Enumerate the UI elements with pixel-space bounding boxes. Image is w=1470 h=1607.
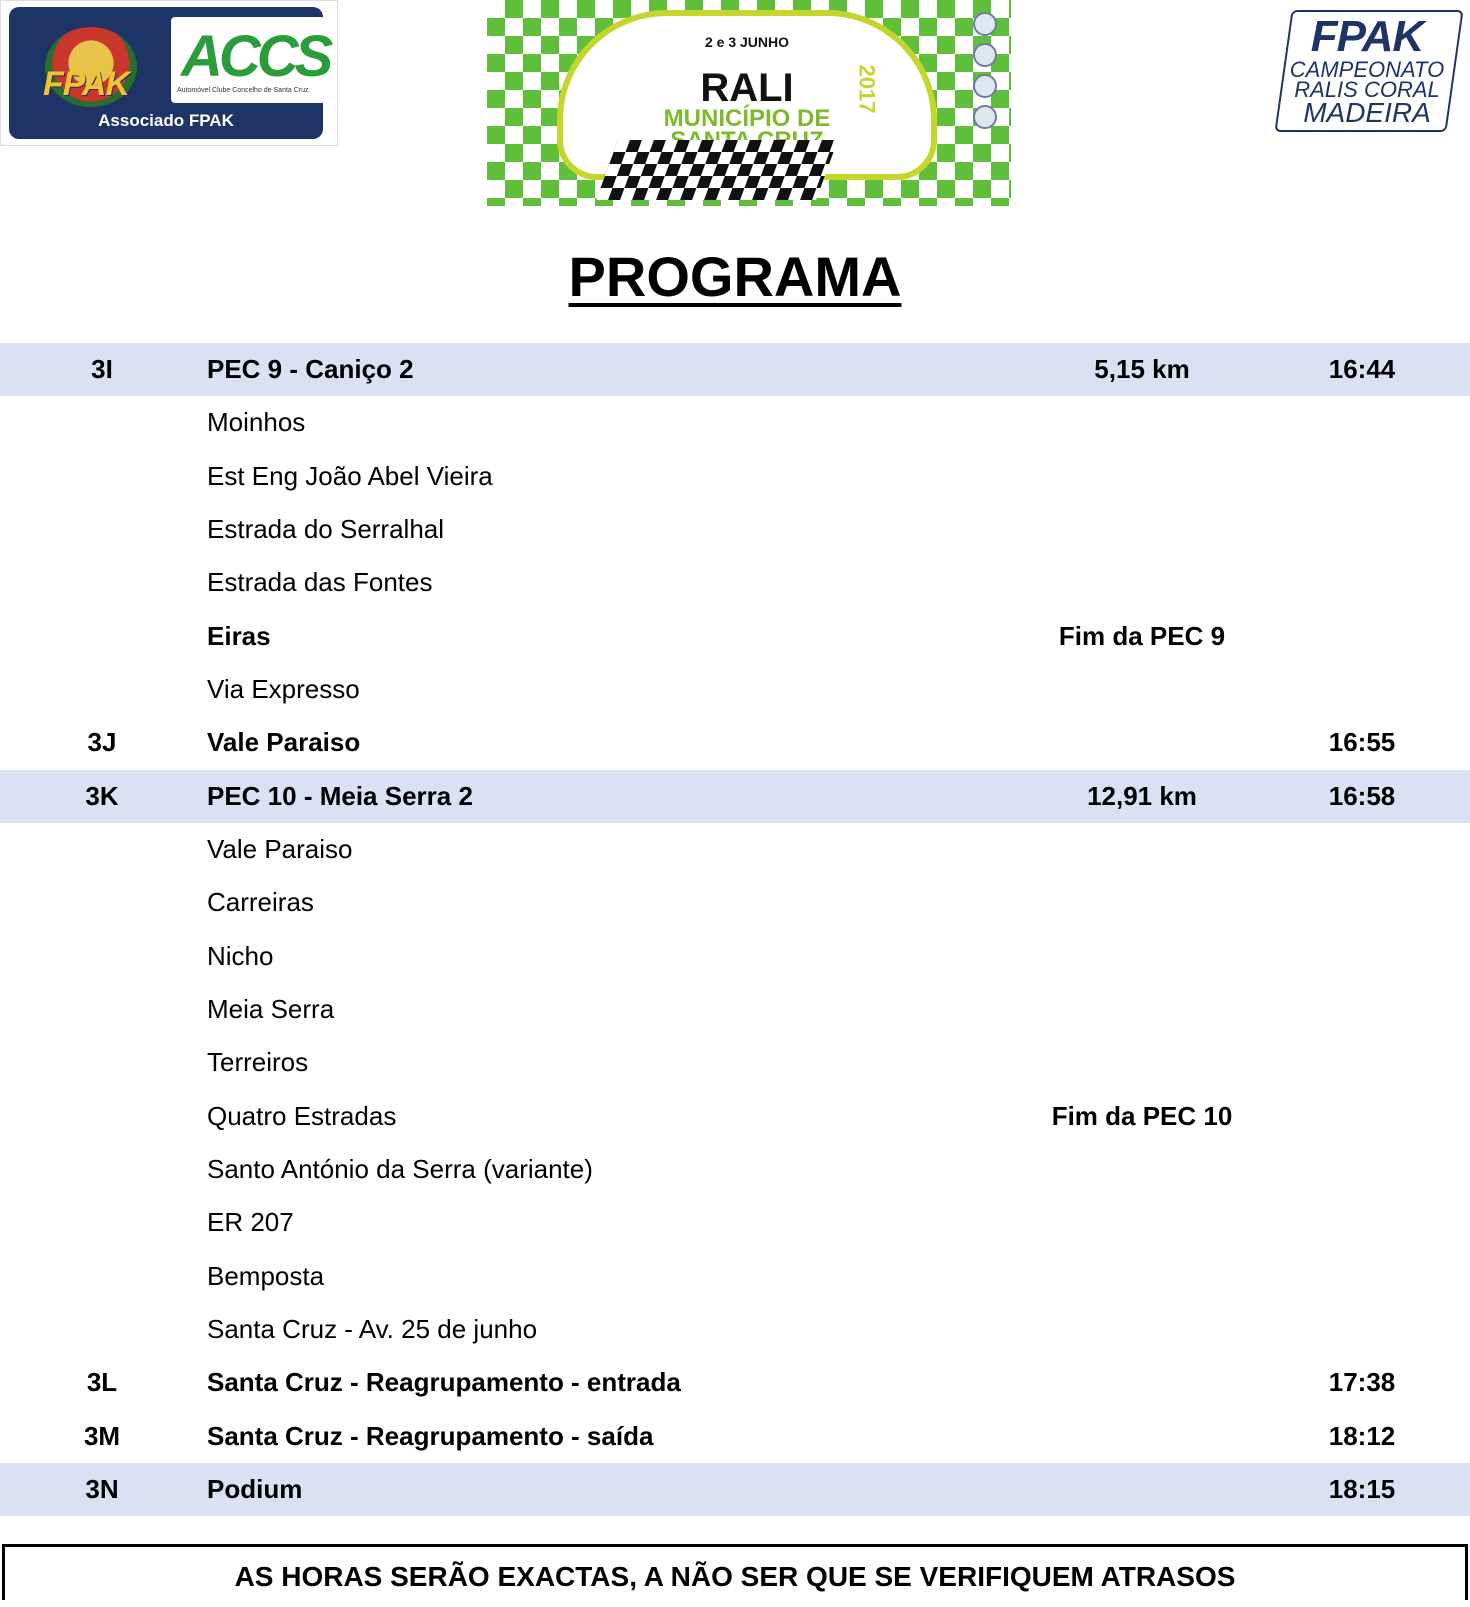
event-year: 2017 [854, 64, 880, 114]
row-distance: Fim da PEC 10 [1051, 1100, 1233, 1131]
seal-icon [973, 12, 997, 36]
row-code: 3J [87, 727, 117, 758]
row-distance: 5,15 km [1094, 354, 1190, 384]
row-description: Santa Cruz - Reagrupamento - saída [207, 1420, 654, 1451]
row-description: Santa Cruz - Reagrupamento - entrada [207, 1367, 681, 1398]
row-time: 16:44 [1328, 354, 1396, 384]
campeonato-line3: MADEIRA [1303, 97, 1431, 128]
seal-icon [973, 74, 997, 98]
seal-icon [973, 43, 997, 67]
row-description: Carreiras [207, 887, 314, 918]
checkered-flag-icon [596, 140, 838, 200]
row-description: Bemposta [207, 1260, 325, 1291]
rali-event-logo [487, 0, 1011, 206]
table-row [0, 1036, 1470, 1089]
fpak-campeonato-logo [1275, 10, 1459, 130]
table-row [0, 876, 1470, 929]
table-row [0, 823, 1470, 876]
event-dates: 2 e 3 JUNHO [704, 34, 790, 50]
row-description: Santa Cruz - Av. 25 de junho [207, 1313, 538, 1344]
campeonato-line1: CAMPEONATO [1289, 57, 1445, 82]
row-description: Santo António da Serra (variante) [207, 1153, 593, 1184]
table-row [0, 556, 1470, 609]
row-distance: Fim da PEC 9 [1058, 620, 1226, 651]
fpak-logo-text: FPAK [43, 65, 130, 103]
table-row [0, 1143, 1470, 1196]
associado-label: Associado FPAK [98, 111, 234, 130]
event-municipio-line1: MUNICÍPIO DE [663, 105, 831, 132]
table-row [0, 396, 1470, 449]
row-code: 3L [86, 1367, 118, 1398]
table-row [0, 1196, 1470, 1249]
row-description: Est Eng João Abel Vieira [207, 460, 493, 491]
table-row [0, 1463, 1470, 1516]
row-time: 17:38 [1328, 1367, 1396, 1398]
table-row [0, 503, 1470, 556]
table-row [0, 770, 1470, 823]
row-description: ER 207 [207, 1207, 294, 1238]
row-description: Vale Paraiso [207, 833, 353, 864]
seal-icon [973, 105, 997, 129]
acc-logo-subtext: Automóvel Clube Concelho de Santa Cruz [177, 87, 309, 94]
row-description: Meia Serra [207, 993, 335, 1024]
row-description: Quatro Estradas [207, 1100, 397, 1131]
row-description: Eiras [207, 620, 271, 651]
row-description: PEC 9 - Caniço 2 [207, 354, 414, 384]
row-description: Terreiros [207, 1047, 309, 1078]
row-code: 3M [83, 1420, 121, 1451]
table-row [0, 1250, 1470, 1303]
row-code: 3N [85, 1473, 119, 1504]
table-row [0, 1090, 1470, 1143]
row-code: 3K [85, 780, 119, 811]
row-time: 16:55 [1328, 727, 1396, 758]
table-row [0, 1356, 1470, 1409]
table-row [0, 716, 1470, 769]
row-time: 16:58 [1328, 780, 1396, 811]
table-row [0, 663, 1470, 716]
logo-panel [9, 7, 330, 139]
table-row [0, 450, 1470, 503]
row-distance: 12,91 km [1087, 780, 1197, 811]
row-description: Moinhos [207, 407, 306, 438]
row-description: Estrada do Serralhal [207, 513, 445, 544]
table-row [0, 610, 1470, 663]
programme-table [0, 343, 1470, 1516]
table-row [0, 343, 1470, 396]
row-description: Via Expresso [207, 673, 360, 704]
acc-logo-text: ACCS [181, 24, 330, 89]
event-rali: RALI [700, 66, 794, 110]
campeonato-line2: RALIS CORAL [1294, 77, 1440, 102]
timing-notice: AS HORAS SERÃO EXACTAS, A NÃO SER QUE SE VERIFIQUEM ATRASOS [2, 1544, 1468, 1600]
row-time: 18:12 [1328, 1420, 1396, 1451]
row-description: Vale Paraiso [207, 727, 361, 758]
table-row [0, 1303, 1470, 1356]
fpak-acc-logo [0, 0, 338, 146]
fpak-right-text: FPAK [1310, 12, 1424, 61]
table-row [0, 1410, 1470, 1463]
table-row [0, 983, 1470, 1036]
table-row [0, 930, 1470, 983]
row-description: PEC 10 - Meia Serra 2 [207, 780, 473, 811]
row-description: Nicho [207, 940, 274, 971]
row-description: Estrada das Fontes [207, 567, 433, 598]
page-title: PROGRAMA [568, 245, 902, 308]
sponsor-seals [973, 12, 997, 136]
acc-logo-box [171, 17, 330, 103]
row-description: Podium [207, 1473, 303, 1504]
row-time: 18:15 [1328, 1473, 1396, 1504]
row-code: 3I [91, 354, 113, 384]
